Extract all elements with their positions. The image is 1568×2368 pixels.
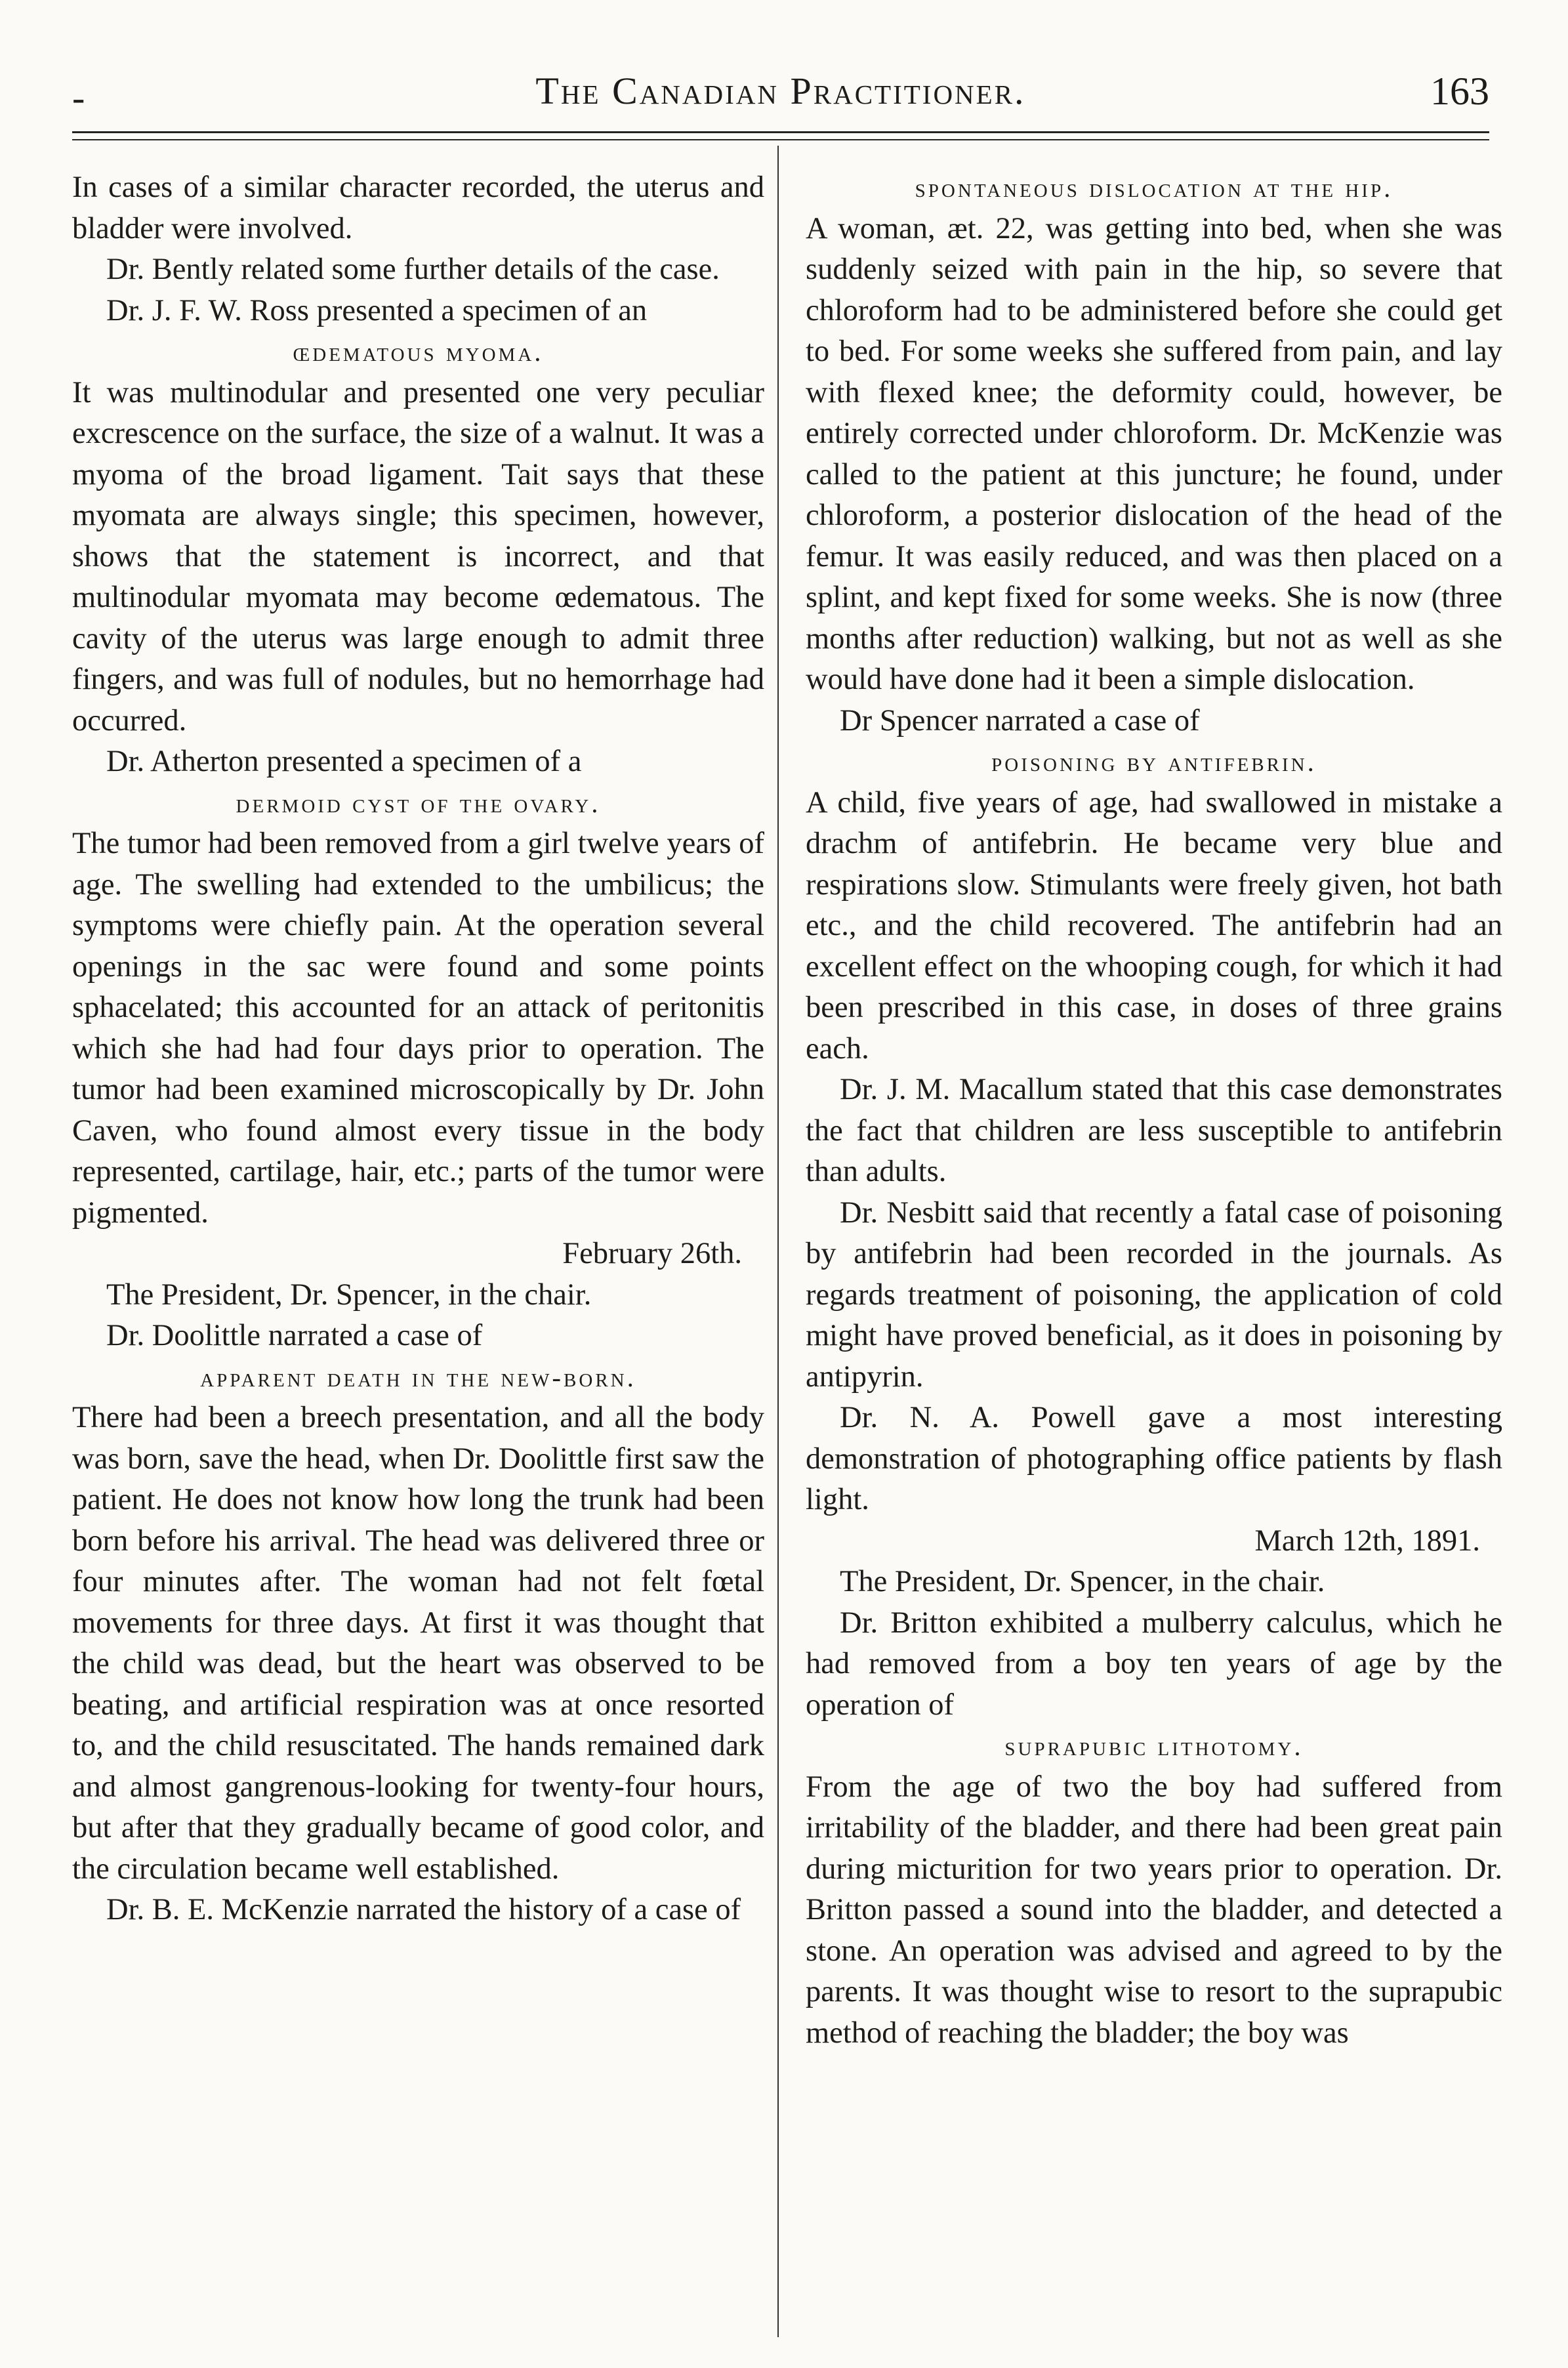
paragraph: Dr. Britton exhibited a mulberry calculus, which he had removed from a boy ten years of age by the operation of: [806, 1606, 1502, 1722]
paragraph: Dr. B. E. McKenzie narrated the history of a case of: [106, 1893, 741, 1926]
paragraph: Dr. N. A. Powell gave a most interesting demonstration of photographing office patients by flash light.: [806, 1401, 1502, 1516]
paragraph: The tumor had been removed from a girl twelve years of age. The swelling had extended to the umbilicus; the symptoms were chiefly pain. At the operation several openings in the sac were found and some points sphacelated; this accounted for an attack of peritonitis which she had had four days prior to operation. The tumor had been examined microscopically by Dr. John Caven, who found almost every tissue in the body represented, cartilage, hair, etc.; parts of the tumor were pigmented.: [72, 827, 764, 1230]
column-divider: [777, 146, 779, 2337]
paragraph: Dr. Atherton presented a specimen of a: [106, 745, 582, 778]
meeting-date: March 12th, 1891.: [1254, 1524, 1480, 1558]
section-heading: dermoid cyst of the ovary.: [236, 787, 601, 818]
header-rule-top: [72, 131, 1489, 133]
paragraph: Dr. J. F. W. Ross presented a specimen of an: [106, 293, 648, 327]
paragraph: The President, Dr. Spencer, in the chair.: [840, 1565, 1325, 1598]
header-dash: -: [72, 76, 85, 119]
paragraph: Dr Spencer narrated a case of: [840, 703, 1200, 737]
paragraph: A woman, æt. 22, was getting into bed, when she was suddenly seized with pain in the hip, so severe that chloroform had to be administered before she could get to bed. For some weeks she suffered from pain, and lay with flexed knee; the deformity could, however, be entirely corrected under chloroform. Dr. McKenzie was called to the patient at this juncture; he found, under chloroform, a posterior dislocation of the head of the femur. It was easily reduced, and was then placed on a splint, and kept fixed for some weeks. She is now (three months after reduction) walking, but not as well as she would have done had it been a simple dislocation.: [806, 211, 1502, 696]
right-column: [806, 167, 1502, 2054]
paragraph: In cases of a similar character recorded, the uterus and bladder were involved.: [72, 171, 764, 245]
paragraph: The President, Dr. Spencer, in the chair.: [106, 1277, 592, 1312]
header-rule-bottom: [72, 139, 1489, 140]
left-column: [72, 167, 764, 1931]
paragraph: Dr. Nesbitt said that recently a fatal case of poisoning by antifebrin had been recorded in the journals. As regards treatment of poisoning, the application of cold might have proved beneficial, as it does in poisoning by antipyrin.: [806, 1195, 1502, 1394]
paragraph: Dr. J. M. Macallum stated that this case demonstrates the fact that children are less susceptible to antifebrin than adults.: [806, 1073, 1502, 1188]
meeting-date: February 26th.: [562, 1237, 742, 1270]
section-heading: œdematous myoma.: [293, 337, 544, 367]
section-heading: spontaneous dislocation at the hip.: [915, 173, 1393, 203]
paragraph: It was multinodular and presented one very peculiar excrescence on the surface, the size of a walnut. It was a myoma of the broad ligament. Tait says that these myomata are always single; this specimen, however, shows that the statement is incorrect, and that multinodular myomata may become œdematous. The cavity of the uterus was large enough to admit three fingers, and was full of nodules, but no hemorrhage had occurred.: [72, 375, 764, 737]
running-header: [72, 62, 1489, 121]
paragraph: A child, five years of age, had swallowed in mistake a drachm of antifebrin. He became very blue and respirations slow. Stimulants were freely given, hot bath etc., and the child recovered. The antifebrin had an excellent effect on the whooping cough, for which it had been prescribed in this case, in doses of three grains each.: [806, 785, 1502, 1066]
journal-title: The Canadian Practitioner.: [535, 70, 1026, 112]
section-heading: poisoning by antifebrin.: [991, 747, 1317, 777]
section-heading: suprapubic lithotomy.: [1004, 1731, 1304, 1761]
paragraph: From the age of two the boy had suffered from irritability of the bladder, and there had been great pain during micturition for two years prior to operation. Dr. Britton passed a sound into the bladder, and detected a stone. An operation was advised and agreed to by the parents. It was thought wise to resort to the suprapubic method of reaching the bladder; the boy was: [806, 1770, 1502, 2050]
paragraph: Dr. Bently related some further details of the case.: [106, 253, 720, 286]
paragraph: There had been a breech presentation, and all the body was born, save the head, when Dr. Doolittle first saw the patient. He does not know how long the trunk had been born before his arrival. The head was delivered three or four minutes after. The woman had not felt fœtal movements for three days. At first it was thought that the child was dead, but the heart was observed to be beating, and artificial respiration was at once resorted to, and the child resuscitated. The hands remained dark and almost gangrenous-looking for twenty-four hours, but after that they gradually became of good color, and the circulation became well established.: [72, 1401, 764, 1886]
section-heading: apparent death in the new-born.: [200, 1361, 636, 1392]
page-number: 163: [1430, 70, 1489, 113]
paragraph: Dr. Doolittle narrated a case of: [106, 1319, 483, 1352]
